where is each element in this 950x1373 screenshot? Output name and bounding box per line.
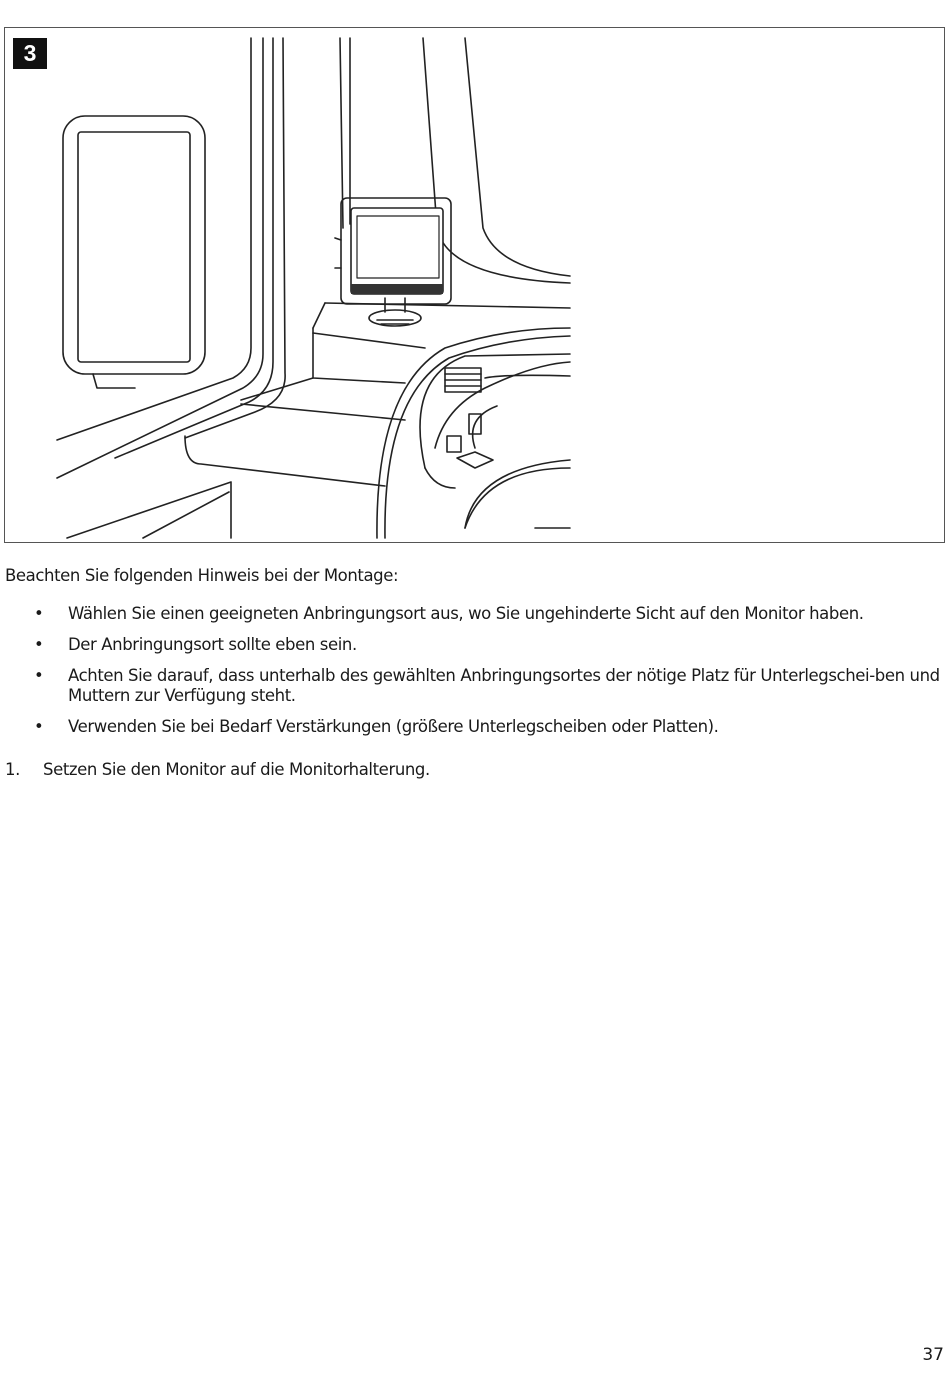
- bullet-symbol: •: [34, 635, 44, 654]
- dashboard-monitor-illustration: [5, 28, 945, 543]
- monitor-drawing: [335, 198, 451, 326]
- bullet-text: Wählen Sie einen geeigneten Anbringungsort aus, wo Sie ungehinderte Sicht auf den Monitor haben.: [68, 604, 864, 623]
- figure-frame: [4, 27, 945, 543]
- steering-wheel-drawing: [377, 328, 570, 538]
- bullet-list: [0, 604, 940, 748]
- bullet-symbol: •: [34, 717, 44, 736]
- bullet-item: [0, 717, 940, 737]
- step-number: 1.: [5, 760, 20, 779]
- bullet-symbol: •: [34, 604, 44, 623]
- bullet-symbol: •: [34, 666, 44, 685]
- bullet-text: Verwenden Sie bei Bedarf Verstärkungen (größere Unterlegscheiben oder Platten).: [68, 717, 719, 736]
- bullet-text: Der Anbringungsort sollte eben sein.: [68, 635, 357, 654]
- bullet-item: [0, 604, 940, 624]
- side-mirror-drawing: [63, 116, 205, 388]
- figure-number-badge: 3: [13, 38, 47, 69]
- dashboard-drawing: [67, 303, 570, 538]
- step-text: Setzen Sie den Monitor auf die Monitorhalterung.: [43, 760, 430, 779]
- bullet-item: [0, 666, 940, 706]
- a-pillar-drawing: [57, 38, 570, 478]
- bullet-text: Achten Sie darauf, dass unterhalb des gewählten Anbringungsortes der nötige Platz für Unterlegschei-ben und Muttern zur Verfügung steht.: [68, 666, 940, 705]
- intro-text: Beachten Sie folgenden Hinweis bei der Montage:: [5, 566, 399, 585]
- bullet-item: [0, 635, 940, 655]
- step-item: [5, 760, 430, 779]
- page-number: 37: [922, 1345, 944, 1365]
